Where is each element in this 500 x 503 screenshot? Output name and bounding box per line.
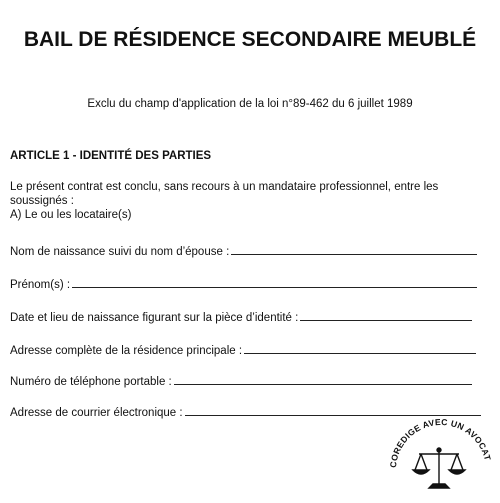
field-blank-line[interactable] [244, 343, 476, 354]
field-blank-line[interactable] [300, 310, 472, 321]
field-blank-line[interactable] [72, 277, 477, 288]
field-blank-line[interactable] [231, 244, 477, 255]
intro-line: Le présent contrat est conclu, sans recours à un mandataire professionnel, entre les soussignés : [10, 181, 439, 207]
field-birth-name [10, 244, 477, 258]
tenant-heading: A) Le ou les locataire(s) [10, 209, 132, 221]
page-subtitle: Exclu du champ d'application de la loi n°89-462 du 6 juillet 1989 [87, 98, 413, 110]
field-main-address [10, 343, 476, 357]
field-mobile-phone [10, 374, 472, 388]
field-label: Adresse de courrier électronique : [10, 407, 183, 419]
scales-of-justice-icon [413, 448, 465, 488]
field-label: Prénom(s) : [10, 279, 71, 291]
seal-text: COREDIGE AVEC UN AVOCAT [387, 416, 493, 469]
field-first-name [10, 277, 477, 291]
intro-paragraph [10, 180, 480, 222]
page-title: BAIL DE RÉSIDENCE SECONDAIRE MEUBLÉ [23, 28, 477, 51]
field-label: Nom de naissance suivi du nom d’épouse : [10, 246, 230, 258]
field-label: Date et lieu de naissance figurant sur la pièce d’identité : [10, 312, 299, 324]
article-heading: ARTICLE 1 - IDENTITÉ DES PARTIES [10, 150, 212, 162]
field-blank-line[interactable] [174, 374, 472, 385]
field-label: Numéro de téléphone portable : [10, 376, 172, 388]
field-label: Adresse complète de la résidence principale : [10, 345, 243, 357]
field-birth-date-place [10, 310, 472, 324]
seal-graphic [382, 408, 496, 498]
lawyer-seal [382, 408, 496, 498]
